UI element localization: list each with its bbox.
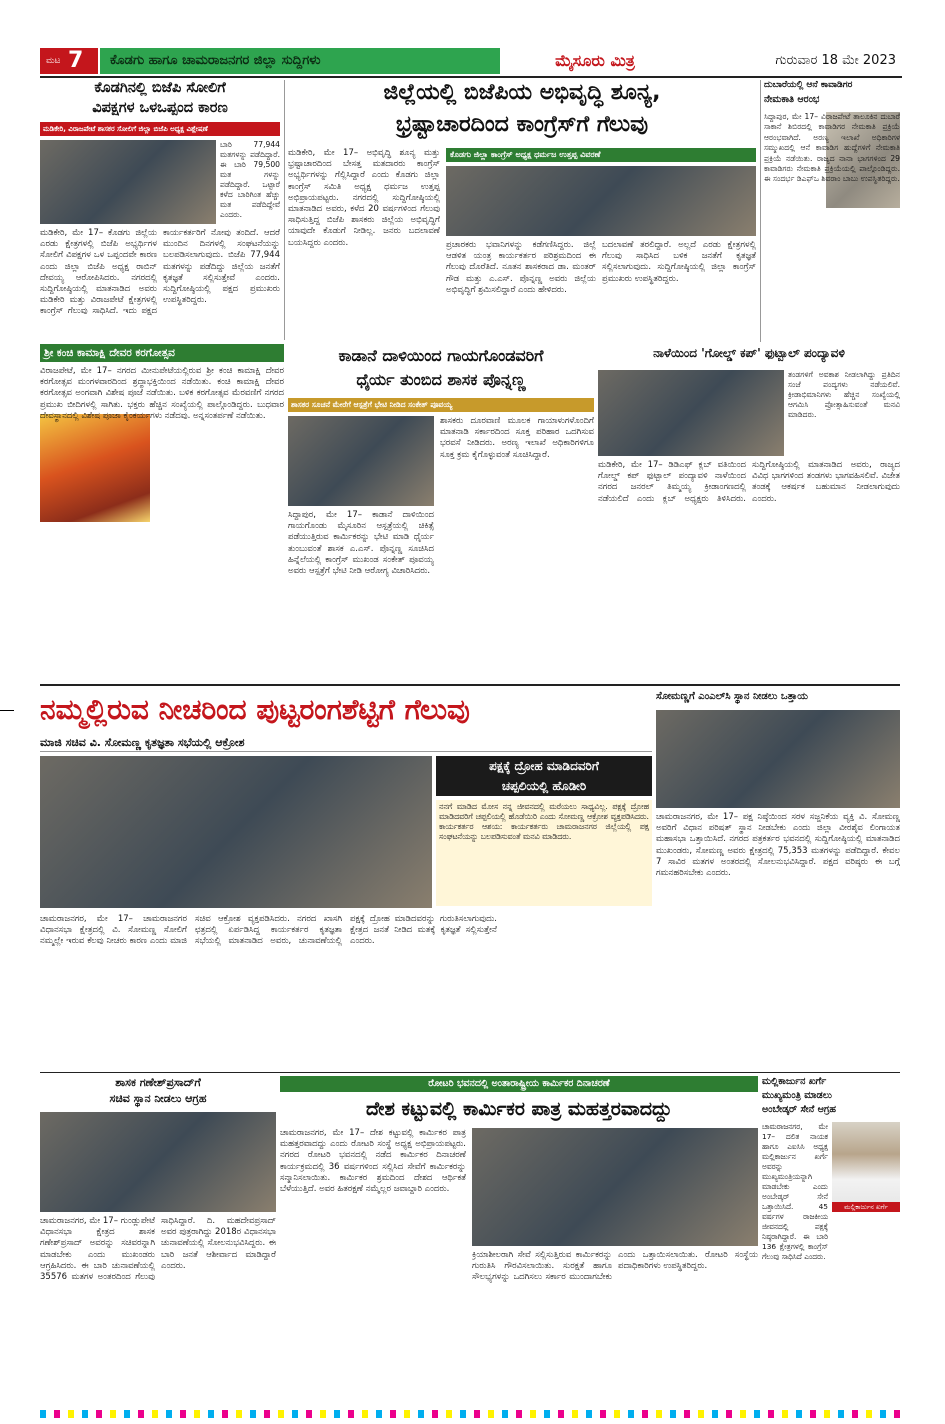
headline-line-1: ಕೊಡಗಿನಲ್ಲಿ ಬಿಜೆಪಿ ಸೋಲಿಗೆ xyxy=(94,80,226,96)
temple-body: ವಿರಾಜಪೇಟೆ, ಮೇ 17– ನಗರದ ಮೀನುಪೇಟೆಯಲ್ಲಿರುವ ಶ್ರೀ ಕಂಚಿ ಕಾಮಾಕ್ಷಿ ದೇವರ ಕರಗೋತ್ಸವ ಮಂಗಳವಾರದಿಂದ ಶ್ರದ್ಧಾಭಕ್ತಿಯಿಂದ ನಡೆಯಿತು. ಕಂಚಿ ಕಾಮಾಕ್ಷಿ ದೇವರ ಕರಗೋತ್ಸವ ಅಂಗವಾಗಿ ವಿಶೇಷ ಪೂಜೆ ನಡೆಯಿತು. ಬಳಿಕ ಕರಗೋತ್ಸವ ಮೆರವಣಿಗೆ ನಗರದ ಪ್ರಮುಖ ಬೀದಿಗಳಲ್ಲಿ ಸಾಗಿತು. ಭಕ್ತರು ಹೆಚ್ಚಿನ ಸಂಖ್ಯೆಯಲ್ಲಿ ಪಾಲ್ಗೊಂಡಿದ್ದರು. ಬುಧವಾರ ದೇವಸ್ಥಾನದಲ್ಲಿ ವಿಶೇಷ ಪೂಜಾ ಕೈಂಕರ್ಯಗಳು ನಡೆದವು. ಅನ್ನಸಂತರ್ಪಣೆ ನಡೆಯಿತು. xyxy=(40,366,284,421)
main-subhead: ಕೊಡಗು ಜಿಲ್ಲಾ ಕಾಂಗ್ರೆಸ್ ಅಧ್ಯಕ್ಷ ಧರ್ಮಜ ಉತ್ತಪ್ಪ ವಿವರಣೆ xyxy=(446,148,756,162)
mla-body-2: ಶಾಸಕರು ದೂರವಾಣಿ ಮೂಲಕ ಗಾಯಾಳುಗಳೊಂದಿಗೆ ಮಾತನಾಡಿ ಸರ್ಕಾರದಿಂದ ಸೂಕ್ತ ಪರಿಹಾರ ಒದಗಿಸುವ ಭರವಸೆ ನೀಡಿದರು. ಅರಣ್ಯ ಇಲಾಖೆ ಅಧಿಕಾರಿಗಳಿಗೂ ಸೂಕ್ತ ಕ್ರಮ ಕೈಗೊಳ್ಳುವಂತೆ ಸೂಚಿಸಿದ್ದಾರೆ. xyxy=(440,416,594,460)
ganesh-body: ಚಾಮರಾಜನಗರ, ಮೇ 17– ಗುಂಡ್ಲುಪೇಟೆ ವಿಧಾನಸಭಾ ಕ್ಷೇತ್ರದ ಶಾಸಕ ಗಣೇಶ್‌ಪ್ರಸಾದ್ ಅವರನ್ನು ಸಚಿವರನ್ನಾಗಿ ಮಾಡಬೇಕು ಎಂದು ಮುಖಂಡರು ಆಗ್ರಹಿಸಿದರು. ಈ ಬಾರಿ ಚುನಾವಣೆಯಲ್ಲಿ 35576 ಮತಗಳ ಅಂತರದಿಂದ ಗೆಲುವು ಸಾಧಿಸಿದ್ದಾರೆ. ದಿ. ಮಹದೇವಪ್ರಸಾದ್ ಅವರ ಪುತ್ರರಾಗಿದ್ದು 2018ರ ವಿಧಾನಸಭಾ ಚುನಾವಣೆಯಲ್ಲಿ ಸೋಲನುಭವಿಸಿದ್ದರು. ಈ ಬಾರಿ ಜನತೆ ಆಶೀರ್ವಾದ ಮಾಡಿದ್ದಾರೆ ಎಂದರು. xyxy=(40,1216,276,1283)
mla-headline-2: ಧೈರ್ಯ ತುಂಬಿದ ಶಾಸಕ ಪೊನ್ನಣ್ಣ xyxy=(356,370,526,389)
mla-body: ಸಿದ್ದಾಪುರ, ಮೇ 17– ಕಾಡಾನೆ ದಾಳಿಯಿಂದ ಗಾಯಗೊಂಡು ಮೈಸೂರಿನ ಆಸ್ಪತ್ರೆಯಲ್ಲಿ ಚಿಕಿತ್ಸೆ ಪಡೆಯುತ್ತಿರುವ ಕಾರ್ಮಿಕರನ್ನು ಭೇಟಿ ಮಾಡಿ ಧೈರ್ಯ ತುಂಬುವಂತೆ ಶಾಸಕ ಎ.ಎಸ್. ಪೊನ್ನಣ್ಣ ಸೂಚಿಸಿದ ಹಿನ್ನೆಲೆಯಲ್ಲಿ ಕಾಂಗ್ರೆಸ್ ಮುಖಂಡ ಸಂಕೇತ್ ಪೂವಯ್ಯ ಅವರು ಆಸ್ಪತ್ರೆಗೆ ಭೇಟಿ ನೀಡಿ ಆರೋಗ್ಯ ವಿಚಾರಿಸಿದರು. xyxy=(288,510,434,577)
kharge-headline-1: ಮಲ್ಲಿಕಾರ್ಜುನ ಖರ್ಗೆ xyxy=(762,1076,827,1087)
mlc-press-photo xyxy=(656,710,900,808)
ganesh-headline-2: ಸಚಿವ ಸ್ಥಾನ ನೀಡಲು ಆಗ್ರಹ xyxy=(109,1092,207,1105)
labour-headline: ದೇಶ ಕಟ್ಟುವಲ್ಲಿ ಕಾರ್ಮಿಕರ ಪಾತ್ರ ಮಹತ್ತರವಾದದ್ದು xyxy=(365,1098,673,1120)
subhead: ಮಡಿಕೇರಿ, ವಿರಾಜಪೇಟೆ ಶಾಸಕರ ಸೋಲಿಗೆ ಜಿಲ್ಲಾ ಬಿಜೆಪಿ ಅಧ್ಯಕ್ಷ ವಿಶ್ಲೇಷಣೆ xyxy=(40,122,280,136)
main-body-col1: ಮಡಿಕೇರಿ, ಮೇ 17– ಅಭಿವೃದ್ಧಿ ಶೂನ್ಯ ಮತ್ತು ಭ್ರಷ್ಟಾಚಾರದಿಂದ ಬೇಸತ್ತ ಮತದಾರರು ಕಾಂಗ್ರೆಸ್ ಅಭ್ಯರ್ಥಿಗಳನ್ನು ಗೆಲ್ಲಿಸಿದ್ದಾರೆ ಎಂದು ಕೊಡಗು ಜಿಲ್ಲಾ ಕಾಂಗ್ರೆಸ್ ಸಮಿತಿ ಅಧ್ಯಕ್ಷ ಧರ್ಮಜ ಉತ್ತಪ್ಪ ಅಭಿಪ್ರಾಯಪಟ್ಟರು. ನಗರದಲ್ಲಿ ಸುದ್ದಿಗೋಷ್ಠಿಯಲ್ಲಿ ಮಾತನಾಡಿದ ಅವರು, ಕಳೆದ 20 ವರ್ಷಗಳಿಂದ ಗೆಲುವು ಸಾಧಿಸುತ್ತಿದ್ದ ಬಿಜೆಪಿ ಶಾಸಕರು ಜಿಲ್ಲೆಯ ಅಭಿವೃದ್ಧಿಗೆ ಯಾವುದೇ ಕೊಡುಗೆ ನೀಡಿಲ್ಲ. ಜನರು ಬದಲಾವಣೆ ಬಯಸಿದ್ದರು ಎಂದರು. xyxy=(288,148,440,248)
main-body-col3: ಬದಲಾವಣೆ ತರಲಿದ್ದಾರೆ. ಅಲ್ಲದೆ ಎರಡು ಕ್ಷೇತ್ರಗಳಲ್ಲಿ ಗೆಲುವು ಸಾಧಿಸಿದ ಬಳಿಕ ಜನತೆಗೆ ಕೃತಜ್ಞತೆ ಸಲ್ಲಿಸಲಾಗುವುದು. ಸುದ್ದಿಗೋಷ್ಠಿಯಲ್ಲಿ ಜಿಲ್ಲಾ ಕಾಂಗ್ರೆಸ್ ಪ್ರಮುಖರು ಉಪಸ್ಥಿತರಿದ್ದರು. xyxy=(602,240,756,284)
mla-headline-1: ಕಾಡಾನೆ ದಾಳಿಯಿಂದ ಗಾಯಗೊಂಡವರಿಗೆ xyxy=(338,346,544,365)
kharge-headline-3: ಅಂಬೇಡ್ಕರ್ ಸೇನೆ ಆಗ್ರಹ xyxy=(762,1104,836,1115)
page-number-badge xyxy=(40,48,98,74)
kharge-headline-2: ಮುಖ್ಯಮಂತ್ರಿ ಮಾಡಲು xyxy=(762,1090,832,1101)
mlc-headline: ಸೋಮಣ್ಣಗೆ ಎಂಎಲ್‌ಸಿ ಸ್ಥಾನ ನೀಡಲು ಒತ್ತಾಯ xyxy=(656,691,809,702)
football-body: ಮಡಿಕೇರಿ, ಮೇ 17– ಡಿಡಿಎಫ್ ಕ್ಲಬ್ ವತಿಯಿಂದ ಗೋಲ್ಡ್ ಕಪ್ ಫುಟ್ಬಾಲ್ ಪಂದ್ಯಾವಳಿ ನಾಳೆಯಿಂದ ನಗರದ ಜನರಲ್ ತಿಮ್ಮಯ್ಯ ಕ್ರೀಡಾಂಗಣದಲ್ಲಿ ನಡೆಯಲಿದೆ ಎಂದು ಕ್ಲಬ್ ಅಧ್ಯಕ್ಷರು ತಿಳಿಸಿದರು. ಸುದ್ದಿಗೋಷ್ಠಿಯಲ್ಲಿ ಮಾತನಾಡಿದ ಅವರು, ರಾಜ್ಯದ ವಿವಿಧ ಭಾಗಗಳಿಂದ ತಂಡಗಳು ಭಾಗವಹಿಸಲಿವೆ. ವಿಜೇತ ತಂಡಕ್ಕೆ ಆಕರ್ಷಕ ಬಹುಮಾನ ನೀಡಲಾಗುವುದು ಎಂದರು. xyxy=(598,460,900,504)
banner-body: ಚಾಮರಾಜನಗರ, ಮೇ 17– ಚಾಮರಾಜನಗರ ವಿಧಾನಸಭಾ ಕ್ಷೇತ್ರದಲ್ಲಿ ವಿ. ಸೋಮಣ್ಣ ಸೋಲಿಗೆ ನಮ್ಮಲ್ಲೇ ಇರುವ ಕೆಲವು ನೀಚರು ಕಾರಣ ಎಂದು ಮಾಜಿ ಸಚಿವ ಆಕ್ರೋಶ ವ್ಯಕ್ತಪಡಿಸಿದರು. ನಗರದ ಖಾಸಗಿ ಛತ್ರದಲ್ಲಿ ಏರ್ಪಡಿಸಿದ್ದ ಕಾರ್ಯಕರ್ತರ ಕೃತಜ್ಞತಾ ಸಭೆಯಲ್ಲಿ ಮಾತನಾಡಿದ ಅವರು, ಚುನಾವಣೆಯಲ್ಲಿ ಪಕ್ಷಕ್ಕೆ ದ್ರೋಹ ಮಾಡಿದವರನ್ನು ಗುರುತಿಸಲಾಗುವುದು. ಕ್ಷೇತ್ರದ ಜನತೆ ನೀಡಿದ ಮತಕ್ಕೆ ಕೃತಜ್ಞತೆ ಸಲ್ಲಿಸುತ್ತೇನೆ ಎಂದರು. xyxy=(40,914,497,947)
story-mla-visit xyxy=(288,346,594,680)
story-ganesh xyxy=(40,1076,276,1406)
section-rule xyxy=(40,684,900,686)
story-labour-day xyxy=(280,1076,758,1406)
elephant-headline-2: ನೇಮಕಾತಿ ಆರಂಭ xyxy=(764,94,820,105)
fold-marker xyxy=(0,710,14,711)
mlc-body: ಚಾಮರಾಜನಗರ, ಮೇ 17– ಪಕ್ಷ ನಿಷ್ಠೆಯಿಂದ ಸರಳ ಸಜ್ಜನಿಕೆಯ ವ್ಯಕ್ತಿ ವಿ. ಸೋಮಣ್ಣ ಅವರಿಗೆ ವಿಧಾನ ಪರಿಷತ್ ಸ್ಥಾನ ನೀಡಬೇಕು ಎಂದು ಜಿಲ್ಲಾ ವೀರಶೈವ ಲಿಂಗಾಯತ ಮಹಾಸಭಾ ಒತ್ತಾಯಿಸಿದೆ. ನಗರದ ಪತ್ರಕರ್ತರ ಭವನದಲ್ಲಿ ಸುದ್ದಿಗೋಷ್ಠಿಯಲ್ಲಿ ಮಾತನಾಡಿದ ಮುಖಂಡರು, ಸೋಮಣ್ಣ ಅವರು ಕ್ಷೇತ್ರದಲ್ಲಿ 75,353 ಮತಗಳನ್ನು ಪಡೆದಿದ್ದಾರೆ. ಕೇವಲ 7 ಸಾವಿರ ಮತಗಳ ಅಂತರದಲ್ಲಿ ಸೋಲನುಭವಿಸಿದ್ದಾರೆ. ಪಕ್ಷದ ವರಿಷ್ಠರು ಈ ಬಗ್ಗೆ ಗಮನಹರಿಸಬೇಕು ಎಂದರು. xyxy=(656,812,900,879)
ganesh-press-photo xyxy=(40,1112,276,1212)
banner-headline: ನಮ್ಮಲ್ಲಿರುವ ನೀಚರಿಂದ ಪುಟ್ಟರಂಗಶೆಟ್ಟಿಗೆ ಗೆಲುವು xyxy=(40,693,470,726)
temple-headline: ಶ್ರೀ ಕಂಚಿ ಕಾಮಾಕ್ಷಿ ದೇವರ ಕರಗೋತ್ಸವ xyxy=(40,344,284,362)
header-rule xyxy=(40,76,902,78)
main-headline-line-1: ಜಿಲ್ಲೆಯಲ್ಲಿ ಬಿಜೆಪಿಯ ಅಭಿವೃದ್ಧಿ ಶೂನ್ಯ, xyxy=(383,80,661,105)
kharge-portrait xyxy=(832,1122,900,1202)
kharge-caption: ಮಲ್ಲಿಕಾರ್ಜುನ ಖರ್ಗೆ xyxy=(832,1202,900,1212)
story-congress-win xyxy=(288,80,756,342)
kharge-body: ಚಾಮರಾಜನಗರ, ಮೇ 17– ದಲಿತ ನಾಯಕ ಹಾಗೂ ಎಐಸಿಸಿ ಅಧ್ಯಕ್ಷ ಮಲ್ಲಿಕಾರ್ಜುನ ಖರ್ಗೆ ಅವರನ್ನು ಮುಖ್ಯಮಂತ್ರಿಯನ್ನಾಗಿ ಮಾಡಬೇಕು ಎಂದು ಅಂಬೇಡ್ಕರ್ ಸೇನೆ ಒತ್ತಾಯಿಸಿದೆ. 45 ವರ್ಷಗಳ ರಾಜಕೀಯ ಜೀವನದಲ್ಲಿ ಪಕ್ಷಕ್ಕೆ ನಿಷ್ಠರಾಗಿದ್ದಾರೆ. ಈ ಬಾರಿ 136 ಕ್ಷೇತ್ರಗಳಲ್ಲಿ ಕಾಂಗ್ರೆಸ್ ಗೆಲುವು ಸಾಧಿಸಿದೆ ಎಂದರು. xyxy=(762,1122,828,1261)
page-number: 7 xyxy=(68,48,84,73)
story-body-right: ಬಾರಿ 77,944 ಮತಗಳನ್ನು ಪಡೆದಿದ್ದಾರೆ. ಈ ಬಾರಿ 79,500 ಮತ ಗಳನ್ನು ಪಡೆದಿದ್ದಾರೆ. ಒಟ್ಟಾರೆ ಕಳೆದ ಬಾರಿಗಿಂತ ಹೆಚ್ಚು ಮತ ಪಡೆದಿದ್ದೇವೆ ಎಂದರು. xyxy=(220,140,280,219)
football-press-photo xyxy=(598,370,784,456)
mla-subhead: ಶಾಸಕರ ಸೂಚನೆ ಮೇರೆಗೆ ಆಸ್ಪತ್ರೆಗೆ ಭೇಟಿ ನೀಡಿದ ಸಂಕೇತ್ ಪೂವಯ್ಯ xyxy=(288,398,594,412)
registration-marks xyxy=(40,1410,900,1418)
elephant-body: ಸಿದ್ದಾಪುರ, ಮೇ 17– ವಿರಾಜಪೇಟೆ ತಾಲೂಕಿನ ದುಬಾರೆ ಸಾಕಾನೆ ಶಿಬಿರದಲ್ಲಿ ಕಾವಾಡಿಗರ ನೇಮಕಾತಿ ಪ್ರಕ್ರಿಯೆ ಆರಂಭವಾಗಿದೆ. ಅರಣ್ಯ ಇಲಾಖೆ ಅಧಿಕಾರಿಗಳ ಸಮ್ಮುಖದಲ್ಲಿ ಆನೆ ಕಾವಾಡಿಗ ಹುದ್ದೆಗಳಿಗೆ ನೇಮಕಾತಿ ಪ್ರಕ್ರಿಯೆ ನಡೆಯಿತು. ರಾಜ್ಯದ ನಾನಾ ಭಾಗಗಳಿಂದ 29 ಕಾವಾಡಿಗರು ನೇಮಕಾತಿ ಪ್ರಕ್ರಿಯೆಯಲ್ಲಿ ಪಾಲ್ಗೊಂಡಿದ್ದರು. ಈ ಸಂದರ್ಭ ಡಿಎಫ್ಒ ಶಿವರಾಂ ಬಾಬು ಉಪಸ್ಥಿತರಿದ್ದರು. xyxy=(764,112,900,184)
main-body-col2: ಪ್ರಚಾರಕರು ಭವಾನಿಗಳನ್ನು ಕಡೆಗಣಿಸಿದ್ದರು. ಜಿಲ್ಲೆ ಆಡಳಿತ ಯಂತ್ರ ಕಾರ್ಯಕರ್ತರ ಪರಿಶ್ರಮದಿಂದ ಈ ಗೆಲುವು ದೊರೆತಿದೆ. ನೂತನ ಶಾಸಕರಾದ ಡಾ. ಮಂತರ್ ಗೌಡ ಮತ್ತು ಎ.ಎಸ್. ಪೊನ್ನಣ್ಣ ಅವರು ಜಿಲ್ಲೆಯ ಅಭಿವೃದ್ಧಿಗೆ ಶ್ರಮಿಸಲಿದ್ದಾರೆ ಎಂದು ಹೇಳಿದರು. xyxy=(446,240,596,295)
elephant-headline-1: ದುಬಾರೆಯಲ್ಲಿ ಆನೆ ಕಾವಾಡಿಗರ xyxy=(764,80,853,90)
page-tag: ಮಟ xyxy=(46,56,61,66)
box-headline-1: ಪಕ್ಷಕ್ಕೆ ದ್ರೋಹ ಮಾಡಿದವರಿಗೆ xyxy=(436,756,652,776)
paper-name: ಮೈಸೂರು ಮಿತ್ರ xyxy=(555,51,635,70)
labour-day-photo xyxy=(472,1128,758,1246)
banner-subhead: ಮಾಜಿ ಸಚಿವ ವಿ. ಸೋಮಣ್ಣ ಕೃತಜ್ಞತಾ ಸಭೆಯಲ್ಲಿ ಆಕ್ರೋಶ xyxy=(40,734,652,752)
hospital-visit-photo xyxy=(288,416,434,506)
story-temple xyxy=(40,344,284,680)
labour-tag: ರೋಟರಿ ಭವನದಲ್ಲಿ ಅಂತಾರಾಷ್ಟ್ರೀಯ ಕಾರ್ಮಿಕರ ದಿನಾಚರಣೆ xyxy=(280,1076,758,1092)
story-bjp-loss xyxy=(40,80,280,340)
main-headline-line-2: ಭ್ರಷ್ಟಾಚಾರದಿಂದ ಕಾಂಗ್ರೆಸ್‌ಗೆ ಗೆಲುವು xyxy=(395,112,649,137)
press-meet-photo xyxy=(40,140,216,224)
section-rule xyxy=(40,1072,900,1073)
labour-body-2: ಕ್ರಿಯಾಶೀಲರಾಗಿ ಸೇವೆ ಸಲ್ಲಿಸುತ್ತಿರುವ ಕಾರ್ಮಿಕರನ್ನು ಗುರುತಿಸಿ ಗೌರವಿಸಲಾಯಿತು. ಸುರಕ್ಷತೆ ಹಾಗೂ ಸೌಲಭ್ಯಗಳನ್ನು ಒದಗಿಸಲು ಸರ್ಕಾರ ಮುಂದಾಗಬೇಕು ಎಂದು ಒತ್ತಾಯಿಸಲಾಯಿತು. ರೋಟರಿ ಸಂಸ್ಥೆಯ ಪದಾಧಿಕಾರಿಗಳು ಉಪಸ್ಥಿತರಿದ್ದರು. xyxy=(472,1250,758,1283)
story-kharge xyxy=(762,1076,900,1406)
labour-body: ಚಾಮರಾಜನಗರ, ಮೇ 17– ದೇಶ ಕಟ್ಟುವಲ್ಲಿ ಕಾರ್ಮಿಕರ ಪಾತ್ರ ಮಹತ್ತರವಾದದ್ದು ಎಂದು ರೋಟರಿ ಸಂಸ್ಥೆ ಅಧ್ಯಕ್ಷ ಅಭಿಪ್ರಾಯಪಟ್ಟರು. ನಗರದ ರೋಟರಿ ಭವನದಲ್ಲಿ ನಡೆದ ಕಾರ್ಮಿಕರ ದಿನಾಚರಣೆ ಕಾರ್ಯಕ್ರಮದಲ್ಲಿ 36 ವರ್ಷಗಳಿಂದ ಸಲ್ಲಿಸಿದ ಸೇವೆಗೆ ಕಾರ್ಮಿಕರನ್ನು ಸನ್ಮಾನಿಸಲಾಯಿತು. ಕಾರ್ಮಿಕರ ಶ್ರಮದಿಂದ ದೇಶದ ಆರ್ಥಿಕತೆ ಬೆಳೆಯುತ್ತಿದೆ. ಅವರ ಹಿತರಕ್ಷಣೆ ನಮ್ಮೆಲ್ಲರ ಜವಾಬ್ದಾರಿ ಎಂದರು. xyxy=(280,1128,466,1195)
story-body: ಮಡಿಕೇರಿ, ಮೇ 17– ಕೊಡಗು ಜಿಲ್ಲೆಯ ಎರಡು ಕ್ಷೇತ್ರಗಳಲ್ಲಿ ಬಿಜೆಪಿ ಅಭ್ಯರ್ಥಿಗಳ ಸೋಲಿಗೆ ವಿಪಕ್ಷಗಳ ಒಳ ಒಪ್ಪಂದವೇ ಕಾರಣ ಎಂದು ಜಿಲ್ಲಾ ಬಿಜೆಪಿ ಅಧ್ಯಕ್ಷ ರಾಬಿನ್ ದೇವಯ್ಯ ಆರೋಪಿಸಿದರು. ನಗರದಲ್ಲಿ ಸುದ್ದಿಗೋಷ್ಠಿಯಲ್ಲಿ ಮಾತನಾಡಿದ ಅವರು ಮಡಿಕೇರಿ ಮತ್ತು ವಿರಾಜಪೇಟೆ ಕ್ಷೇತ್ರಗಳಲ್ಲಿ ಕಾಂಗ್ರೆಸ್ ಗೆಲುವು ಸಾಧಿಸಿದೆ. ಇದು ಪಕ್ಷದ ಕಾರ್ಯಕರ್ತರಿಗೆ ನೋವು ತಂದಿದೆ. ಆದರೆ ಮುಂದಿನ ದಿನಗಳಲ್ಲಿ ಸಂಘಟನೆಯನ್ನು ಬಲಪಡಿಸಲಾಗುವುದು. ಬಿಜೆಪಿ 77,944 ಮತಗಳನ್ನು ಪಡೆದಿದ್ದು ಜಿಲ್ಲೆಯ ಜನತೆಗೆ ಕೃತಜ್ಞತೆ ಸಲ್ಲಿಸುತ್ತೇವೆ ಎಂದರು. ಸುದ್ದಿಗೋಷ್ಠಿಯಲ್ಲಿ ಪಕ್ಷದ ಪ್ರಮುಖರು ಉಪಸ್ಥಿತರಿದ್ದರು. xyxy=(40,228,280,317)
football-headline: ನಾಳೆಯಿಂದ 'ಗೋಲ್ಡ್ ಕಪ್' ಫುಟ್ಬಾಲ್ ಪಂದ್ಯಾವಳಿ xyxy=(653,346,845,360)
meeting-photo xyxy=(40,756,432,908)
page-header xyxy=(40,48,902,74)
story-football xyxy=(598,346,900,680)
ganesh-headline-1: ಶಾಸಕ ಗಣೇಶ್‌ಪ್ರಸಾದ್‌ಗೆ xyxy=(115,1076,201,1089)
box-headline-2: ಚಪ್ಪಲಿಯಲ್ಲಿ ಹೊಡೀರಿ xyxy=(436,776,652,796)
column-divider xyxy=(284,80,285,340)
section-title: ಕೊಡಗು ಹಾಗೂ ಚಾಮರಾಜನಗರ ಜಿಲ್ಲಾ ಸುದ್ದಿಗಳು xyxy=(100,48,500,74)
box-story xyxy=(436,756,652,906)
congress-press-photo xyxy=(446,166,756,236)
football-body-2: ತಂಡಗಳಿಗೆ ಅವಕಾಶ ನೀಡಲಾಗಿದ್ದು ಪ್ರತಿದಿನ ಸಂಜೆ ಪಂದ್ಯಗಳು ನಡೆಯಲಿವೆ. ಕ್ರೀಡಾಭಿಮಾನಿಗಳು ಹೆಚ್ಚಿನ ಸಂಖ್ಯೆಯಲ್ಲಿ ಆಗಮಿಸಿ ಪ್ರೋತ್ಸಾಹಿಸುವಂತೆ ಮನವಿ ಮಾಡಿದರು. xyxy=(788,370,900,419)
box-body: ನನಗೆ ಮಾಡಿದ ಮೋಸ ನನ್ನ ಜೀವನದಲ್ಲಿ ಮರೆಯಲು ಸಾಧ್ಯವಿಲ್ಲ. ಪಕ್ಷಕ್ಕೆ ದ್ರೋಹ ಮಾಡಿದವರಿಗೆ ಚಪ್ಪಲಿಯಲ್ಲಿ ಹೊಡೆಯಿರಿ ಎಂದು ಸೋಮಣ್ಣ ಆಕ್ರೋಶ ವ್ಯಕ್ತಪಡಿಸಿದರು. ಕಾರ್ಯಕರ್ತರ ಆಶಯ: ಕಾರ್ಯಕರ್ತರು ಚಾಮರಾಜನಗರ ಜಿಲ್ಲೆಯಲ್ಲಿ ಪಕ್ಷ ಸಂಘಟನೆಯನ್ನು ಬಲಪಡಿಸುವಂತೆ ಮನವಿ ಮಾಡಿದರು. xyxy=(436,800,652,906)
story-somanna-loss xyxy=(40,688,652,1068)
story-elephant xyxy=(764,80,900,342)
issue-date: ಗುರುವಾರ 18 ಮೇ 2023 xyxy=(775,53,896,68)
headline-line-2: ವಿಪಕ್ಷಗಳ ಒಳಒಪ್ಪಂದ ಕಾರಣ xyxy=(92,100,228,116)
column-divider xyxy=(760,80,761,342)
story-mlc-demand xyxy=(656,688,900,1068)
